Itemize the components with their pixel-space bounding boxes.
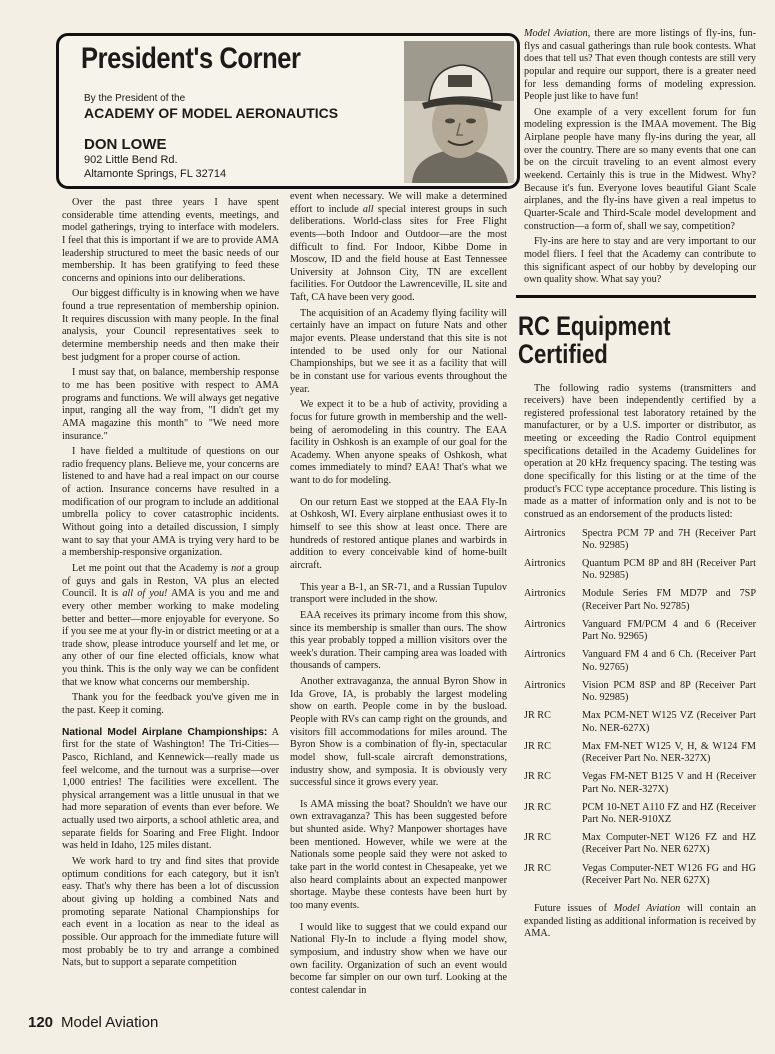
paragraph <box>62 727 279 853</box>
paragraph: This year a B-1, an SR-71, and a Russian Tupulov transport were included in the show. <box>290 581 507 606</box>
paragraph: Is AMA missing the boat? Shouldn't we have our own extravaganza? This has been suggested before but shunted aside. Why? Manpower shortages have been mentioned. However, while we were at the Nationals some people said they were not asked to take part in the world contest in Chesapeake, yet we also heard complaints about an expected manpower shortage. Maybe these contests have been hurt by too many events. <box>290 798 507 911</box>
manufacturer: Airtronics <box>524 558 566 570</box>
certified-systems-list <box>524 528 756 894</box>
manufacturer: Airtronics <box>524 527 566 539</box>
system-description: Max Computer-NET W126 FZ and HZ (Receiver Part No. NER 627X) <box>582 832 756 856</box>
system-row <box>524 832 756 862</box>
system-row <box>524 649 756 679</box>
paragraph: Thank you for the feedback you've given me in the past. Keep it coming. <box>62 692 279 716</box>
paragraph: The following radio systems (transmitters and receivers) have been independently certified by a registered professional test laboratory retained by the manufacturer, or by a U.S. importer or distributor, as meeting or exceeding the Radio Control equipment specifications detailed in the Academy Guidelines for operation at 20 kHz frequency spacing. The testing was done specifically for this listing or at the time of the product's FCC type acceptance procedure. This listing is made as a matter of information only and is not to be construed as an endorsement of the products listed: <box>524 382 756 520</box>
text-run: Future issues of <box>534 903 614 915</box>
system-row <box>524 558 756 588</box>
emphasis: all <box>362 203 374 215</box>
magazine-name: Model Aviation <box>61 1014 159 1031</box>
text-run: event when necessary. We will make a determined effort to include <box>290 191 507 215</box>
address-line-2: Altamonte Springs, FL 32714 <box>84 168 227 180</box>
system-row <box>524 863 756 893</box>
author-name: DON LOWE <box>84 136 167 153</box>
section-divider <box>516 295 756 298</box>
manufacturer: Airtronics <box>524 649 566 661</box>
paragraph: We work hard to try and find sites that provide optimum conditions for each category, but it isn't easy. That's why there has been a lot of discussion about giving up holding a combined Nats and promoting separate National Championships for each event in a location as near to the ideal as possible. Our approach for the immediate future will most probably be to try and arrange a combined Nats, but to support a separate competition <box>62 856 279 969</box>
system-description: Vegas Computer-NET W126 FG and HG (Receiver Part No. NER 627X) <box>582 862 756 886</box>
manufacturer: JR RC <box>524 862 551 874</box>
system-description: Module Series FM MD7P and 7SP (Receiver Part No. 92785) <box>582 588 756 612</box>
system-row <box>524 802 756 832</box>
subsection-heading: National Model Airplane Championships: <box>62 726 268 738</box>
text-run: Let me point out that the Academy is <box>72 562 232 574</box>
text-run: special interest groups in such deliberations. World-class sites for Free Flight events—both Indoor and Outdoor—are the most difficult to find. For Indoor, Kibbe Dome in Moscow, ID and the field house at East Tennessee University at Johnson City, TN are excellent facilities. For Outdoor the Lawrenceville, IL site and Taft, CA have been very good. <box>290 203 507 304</box>
system-row <box>524 680 756 710</box>
organization-name: ACADEMY OF MODEL AERONAUTICS <box>84 105 339 121</box>
page-number: 120 <box>28 1014 54 1031</box>
system-description: Max FM-NET W125 V, H, & W124 FM (Receiver Part No. NER-327X) <box>582 740 756 765</box>
article-column-3 <box>518 28 756 1054</box>
system-row <box>524 528 756 558</box>
byline: By the President of the <box>84 93 186 104</box>
article-column-1 <box>62 197 279 1054</box>
address-line-1: 902 Little Bend Rd. <box>84 154 178 166</box>
paragraph <box>524 28 756 104</box>
portrait-illustration <box>404 41 514 183</box>
text-run: a group of guys and gals in Reston, VA plus an elected Council. It is <box>62 562 279 600</box>
system-description: Spectra PCM 7P and 7H (Receiver Part No. 92985) <box>582 527 756 551</box>
paragraph: The acquisition of an Academy flying facility will certainly have an impact on future Nats and other major events. Please understand that this site is not intended to be used only for our National Championships, but we see it as a facility that will be in constant use for various events throughout the year. <box>290 307 507 395</box>
paragraph: On our return East we stopped at the EAA Fly-In at Oshkosh, WI. Every airplane enthusiast owes it to himself to see this show at least once. There are hundreds of restored antique planes and warbirds in addition to every conceivable kind of home-built aircraft. <box>290 496 507 571</box>
system-description: Vegas FM-NET B125 V and H (Receiver Part No. NER-327X) <box>582 771 756 795</box>
page-footer <box>28 1014 158 1031</box>
paragraph: Fly-ins are here to stay and are very important to our model fliers. I feel that the Academy can contribute to this significant aspect of our hobby by developing our own quality show. What say you? <box>524 236 756 286</box>
system-row <box>524 771 756 801</box>
system-description: Quantum PCM 8P and 8H (Receiver Part No. 92985) <box>582 558 756 582</box>
emphasis: all of you! <box>122 588 168 600</box>
text-run: will contain an expanded listing as additional information is received by AMA. <box>524 903 756 940</box>
manufacturer: JR RC <box>524 801 551 813</box>
author-portrait-photo <box>404 41 514 183</box>
manufacturer: Airtronics <box>524 618 566 630</box>
system-description: Vanguard FM/PCM 4 and 6 (Receiver Part No. 92965) <box>582 618 756 643</box>
manufacturer: JR RC <box>524 740 551 752</box>
paragraph <box>524 903 756 941</box>
system-description: Max PCM-NET W125 VZ (Receiver Part No. NER-627X) <box>582 710 756 734</box>
paragraph: Our biggest difficulty is in knowing when we have found a true representation of membership opinion. It requires discussion with many people. In the final analysis, your Council representatives seek to determine membership needs and then make their best judgment for a proper course of action. <box>62 288 279 363</box>
emphasis: not <box>231 562 245 574</box>
paragraph: I would like to suggest that we could expand our National Fly-In to include a flying model show, symposium, and industry show when we have our own facility. Organization of such an event would become far simpler on our own turf. Looking at the contest calendar in <box>290 921 507 996</box>
system-description: Vanguard FM 4 and 6 Ch. (Receiver Part No. 92765) <box>582 649 756 673</box>
system-row <box>524 741 756 771</box>
system-description: Vision PCM 8SP and 8P (Receiver Part No. 92985) <box>582 679 756 704</box>
paragraph <box>62 563 279 689</box>
text-run: , there are more listings of fly-ins, fun-flys and casual gatherings than rule book contests. What does that tell us? That even though contests are still very popular and require our support, there is a greater need for less demanding forms of modeling expression. People just like to have fun! <box>524 28 756 103</box>
system-description: PCM 10-NET A110 FZ and HZ (Receiver Part No. NER-910XZ <box>582 801 756 825</box>
paragraph: Another extravaganza, the annual Byron Show in Ida Grove, IA, is probably the largest modeling show on earth. People come in by the busload. People with RVs can camp right on the grounds, and visitors fill accommodations for miles around. The Byron Show is a combination of fly-in, spectacular model show, full-scale aircraft demonstrations, industry show, and symposia. It is obviously very successful since it grows every year. <box>290 676 507 789</box>
section-heading: RC Equipment Certified <box>518 310 671 370</box>
paragraph: Over the past three years I have spent considerable time attending events, meetings, and model gatherings, trying to interface with modelers. I feel that this is important if we are to provide AMA leadership structured to meet the basic needs of our membership. It has been gratifying to feed these concerns and opinions into our deliberations. <box>62 197 279 284</box>
paragraph: EAA receives its primary income from this show, since its membership is smaller than ours. The show this year probably topped a million visitors over the week's duration. Their camping area was loaded with thousands of campers. <box>290 609 507 672</box>
system-row <box>524 588 756 618</box>
page-title: President's Corner <box>81 42 301 75</box>
manufacturer: Airtronics <box>524 588 566 600</box>
paragraph <box>290 191 507 305</box>
text-run: AMA is you and me and every other member working to make modeling better and better—more enjoyable for everyone. So if you see me at your fly-in or district meeting or at a trade show, please introduce yourself and let me, or any other of our fine elected officials, know what you think. This is the only way we can be confident that we know what concerns our membership. <box>62 588 280 688</box>
system-row <box>524 710 756 740</box>
manufacturer: JR RC <box>524 710 551 722</box>
manufacturer: JR RC <box>524 832 551 844</box>
emphasis: Model Aviation <box>613 903 681 915</box>
paragraph: We expect it to be a hub of activity, providing a focus for future growth in membership and the well-being of aeromodeling in this country. The EAA facility in Oshkosh is an example of our goal for the Academy. When anyone speaks of Oshkosh, what comes immediately to mind? EAA! That's what we want to do for modeling. <box>290 399 507 487</box>
presidents-corner-header <box>56 33 520 189</box>
emphasis: Model Aviation <box>524 28 588 39</box>
system-row <box>524 619 756 649</box>
article-column-2 <box>290 191 507 1054</box>
paragraph: I have fielded a multitude of questions on our radio frequency plans. Believe me, your concerns are listened to and have had a real impact on our course of action. Insurance concerns have resulted in a modification of our program to include an additional umbrella policy to cover catastrophic incidents. Without going into a detailed discussion, I simply want to say that your AMA is trying very hard to be a membership-responsive organization. <box>62 446 279 559</box>
manufacturer: Airtronics <box>524 679 566 691</box>
manufacturer: JR RC <box>524 771 551 783</box>
paragraph: One example of a very excellent forum for fun modeling expression is the IMAA movement. The Big Airplane people have many fly-ins during the year, all over the country. There are so many events that one can be on the circuit traveling to an event almost every weekend. Certainly this is true in the Midwest. Why? Because it's fun. Everyone loves beautiful Giant Scale airplanes, and the fly-ins have given a real impetus to Quarter-Scale and Third-Scale model development and construction—a form of, shall we say, competition? <box>524 106 756 232</box>
paragraph: I must say that, on balance, membership response to me has been positive with respect to AMA programs and functions. We will always get negative input, ranging all the way from, "I didn't get my AMA magazine this month" to "We need more insurance." <box>62 367 279 442</box>
text-run: A first for the state of Washington! The Tri-Cities—Pasco, Richland, and Kennewick—really made us feel welcome, and the turnout was a surprise—over 1,000 entries! The facilities were excellent. The physical arrangement was a little unusual in that we had more separation of events than ever before. We actually used two airports, a school athletic area, and separate fields for Soaring and Free Flight. Indoor was held in Idaho, 125 miles distant. <box>62 726 279 852</box>
